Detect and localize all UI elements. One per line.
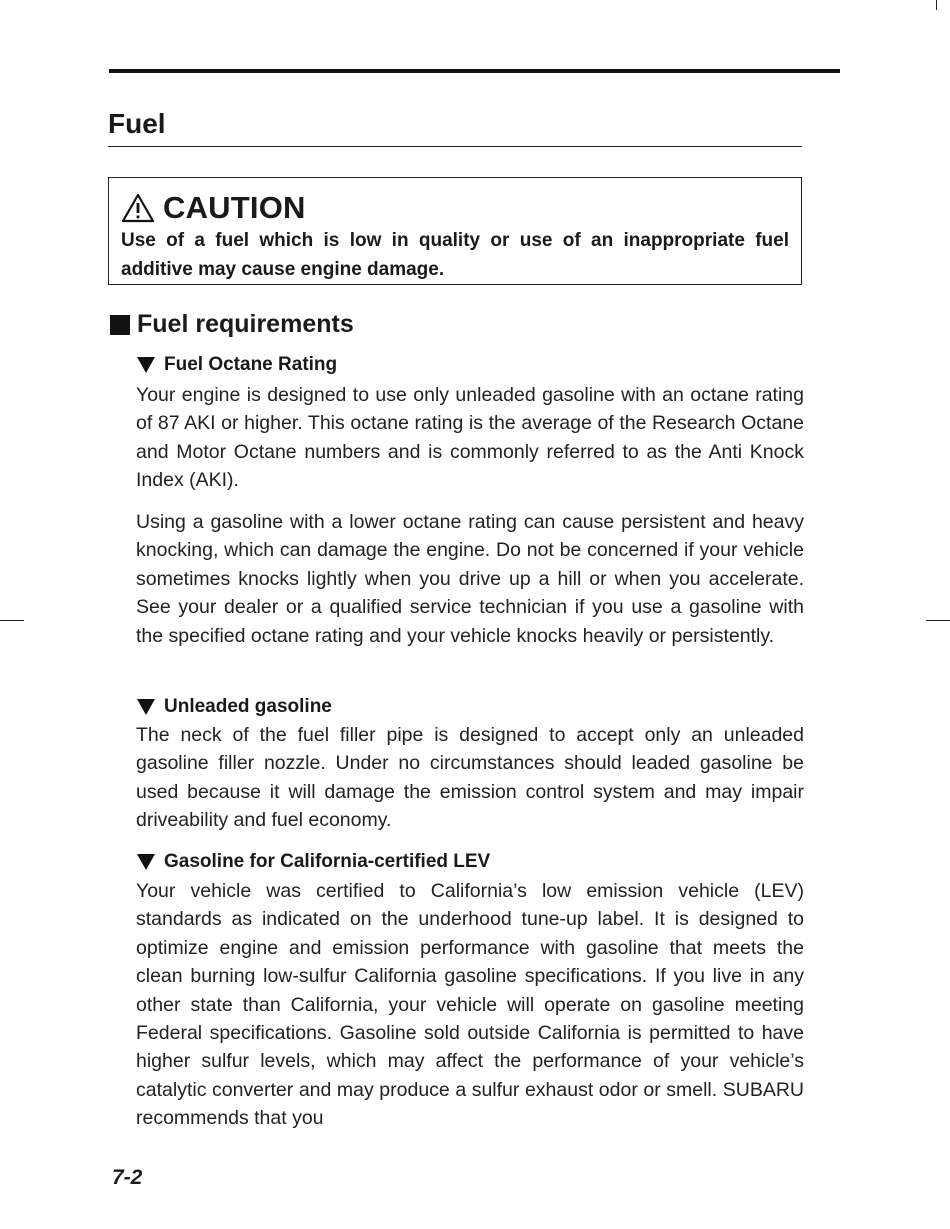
caution-box bbox=[108, 177, 802, 285]
caution-text: Use of a fuel which is low in quality or use of an inappropriate fuel additive may cause engine damage. bbox=[121, 230, 789, 280]
subsection-heading bbox=[136, 696, 332, 718]
crop-mark-right bbox=[926, 620, 950, 621]
subsection-title: Gasoline for California-certified LEV bbox=[164, 851, 491, 872]
down-triangle-icon bbox=[136, 853, 156, 871]
subsection-title: Fuel Octane Rating bbox=[164, 354, 338, 375]
crop-mark-top bbox=[936, 0, 937, 10]
subsection-heading bbox=[136, 851, 490, 873]
caution-title: CAUTION bbox=[163, 190, 306, 225]
section-title: Fuel requirements bbox=[137, 310, 354, 338]
paragraph: Your vehicle was certified to California’s low emission vehicle (LEV) standards as indicated on the underhood tune-up label. It is designed to optimize engine and emission performance with gasoline that meets the clean burning low-sulfur California gasoline specifications. If you live in any other state than California, your vehicle will operate on gasoline meeting Federal specifications. Gasoline sold outside California is permitted to have higher sulfur levels, which may affect the performance of your vehicle’s catalytic converter and may produce a sulfur exhaust odor or smell. SUBARU recommends that you bbox=[136, 880, 804, 1130]
crop-mark-left bbox=[0, 620, 24, 621]
page-number: 7-2 bbox=[112, 1166, 143, 1189]
black-square-icon bbox=[110, 315, 130, 335]
caution-header bbox=[121, 190, 306, 226]
paragraph: The neck of the fuel filler pipe is designed to accept only an unleaded gasoline filler nozzle. Under no circumstances should leaded gasoline be used because it will damage the emission control system and may impair driveability and fuel economy. bbox=[136, 724, 804, 832]
paragraph: Using a gasoline with a lower octane rating can cause persistent and heavy knocking, which can damage the engine. Do not be concerned if your vehicle sometimes knocks lightly when you drive up a hill or when you accelerate. See your dealer or a qualified service technician if you use a gasoline with the specified octane rating and your vehicle knocks heavily or persistently. bbox=[136, 511, 804, 647]
top-rule bbox=[109, 69, 840, 73]
down-triangle-icon bbox=[136, 698, 156, 716]
subsection-title: Unleaded gasoline bbox=[164, 696, 332, 717]
subsection-heading bbox=[136, 354, 337, 376]
title-underline bbox=[108, 146, 802, 147]
paragraph: Your engine is designed to use only unleaded gasoline with an octane rating of 87 AKI or higher. This octane rating is the average of the Research Octane and Motor Octane numbers and is commonly referred to as the Anti Knock Index (AKI). bbox=[136, 384, 804, 492]
warning-triangle-icon bbox=[121, 193, 155, 223]
section-heading bbox=[110, 310, 354, 339]
page-title: Fuel bbox=[108, 108, 166, 139]
down-triangle-icon bbox=[136, 356, 156, 374]
